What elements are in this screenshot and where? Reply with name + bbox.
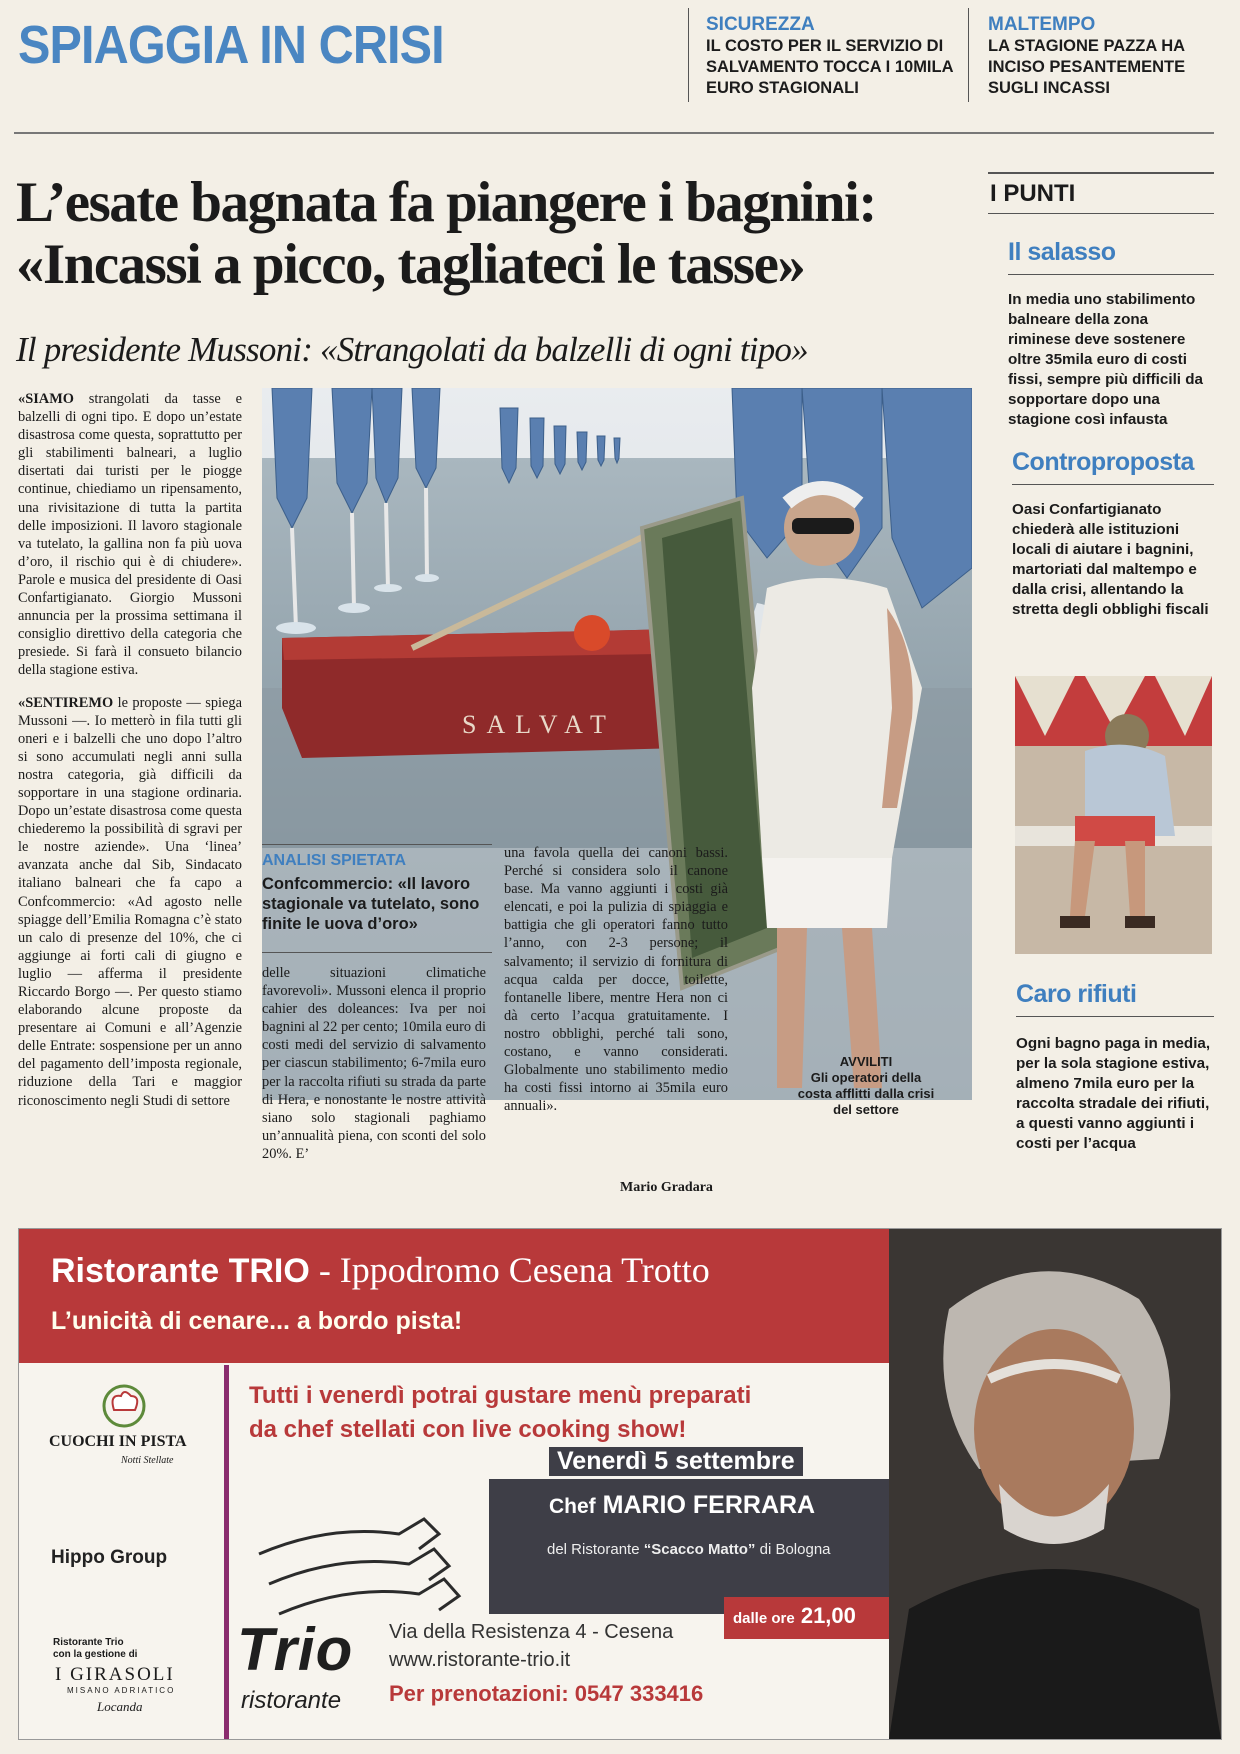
sidebar-item-text: Oasi Confartigianato chiederà alle istituzioni locali di aiutare i bagnini, martoriati dal maltempo e dalla crisi, allentando la stretta degli obblighi fiscali [1012, 501, 1209, 618]
ad-title [51, 1249, 710, 1291]
ad-promo-line-1: Tutti i venerdì potrai gustare menù preparati [249, 1382, 752, 1409]
sidebar-rule-top [988, 172, 1214, 174]
sidebar-item-title: Caro rifiuti [1016, 980, 1137, 1008]
ad-event-restaurant [547, 1541, 831, 1558]
ad-event-rest-city: di Bologna [759, 1541, 831, 1558]
caption-title: AVVILITI [839, 1054, 893, 1069]
trio-logo-sub: ristorante [241, 1687, 342, 1714]
paragraph-text: le proposte — spiega Mussoni —. Io metterò in fila tutti gli oneri e i balzelli che uno dopo l’altro si sono accumulati negli anni sulla nostra categoria, già difficili da sopportare in una stagione ordinaria. Dopo un’estate disastrosa come questa chiederemo la possibilità di sgravi per le nostre aziende». Una ‘linea’ avanzata anche dal Sib, Sindacato italiano balneari che fa capo a Confcommercio: «Ad agosto nelle spiagge dell’Emilia Romagna c’è stato un calo di presenze del 10%, che ci aggiunge ai forti cali di giugno e luglio — afferma il presidente Riccardo Borgo —. Per questo stiamo elaborando alcune proposte da presentare ai Comuni e all’Agenzie delle Entrate: sospensione per un anno del pagamento dell’imposta regionale, riduzione della Tari e maggior riconoscimento negli Studi di settore [18, 694, 242, 1109]
sponsor-hippo: Hippo Group [51, 1547, 168, 1568]
ad-promo [249, 1379, 751, 1447]
sponsor-girasoli-pre-2: con la gestione di [53, 1649, 138, 1660]
ad-time-value: 21,00 [800, 1603, 856, 1628]
article-column-2: delle situazioni climatiche favorevoli». Mussoni elenca il proprio cahier des doleances: Iva per noi bagnini al 22 per cento; 10mila euro di costi medi del servizio di salvamento per ciascun stabilimento; 6-7mila euro per la raccolta rifiuti su strada da parte di Hera, e nonostante le nostre attività siano solo stagionali paghiamo un’annualità piena, con sconti del solo 20%. E’ [262, 965, 486, 1162]
sidebar-item-title: Il salasso [1008, 238, 1116, 266]
ad-promo-line-2: da chef stellati con live cooking show! [249, 1416, 687, 1443]
sponsor-girasoli-sign: Locanda [97, 1699, 143, 1714]
ad-title-name: Ristorante TRIO [51, 1252, 310, 1290]
horse-logo-icon [249, 1494, 479, 1634]
ad-event-rest-prefix: del Ristorante [547, 1541, 640, 1558]
trio-logo: Trio [237, 1616, 354, 1683]
box-rule-bottom [262, 952, 492, 953]
ad-tagline: L’unicità di cenare... a bordo pista! [51, 1307, 463, 1335]
sidebar-item-text: In media uno stabilimento balneare della zona riminese deve sostenere oltre 35mila euro di costi fissi, sempre più difficili da sopportare dopo una stagione così infausta [1008, 291, 1203, 428]
header-box-maltempo [988, 14, 1218, 99]
article-column-1 [18, 390, 242, 1124]
sponsor-girasoli-sub: MISANO ADRIATICO [67, 1686, 176, 1695]
boat-text: SALVAT [462, 710, 616, 739]
sidebar-heading: I PUNTI [990, 180, 1076, 207]
ad-divider [224, 1365, 229, 1739]
header-divider-1 [688, 8, 689, 102]
box-kicker: ANALISI SPIETATA [262, 852, 406, 869]
header-box-kicker: MALTEMPO [988, 14, 1096, 35]
ad-event-chef-prefix: Chef [549, 1495, 596, 1518]
headline [16, 172, 976, 296]
ad-event-date: Venerdì 5 settembre [549, 1447, 803, 1476]
subheadline: Il presidente Mussoni: «Strangolati da balzelli di ogni tipo» [16, 330, 808, 369]
ad-chef-photo [889, 1229, 1221, 1739]
sidebar-rule [988, 213, 1214, 214]
paragraph-text: strangolati da tasse e balzelli di ogni tipo. E dopo un’estate disastrosa come questa, soprattutto per gli stabilimenti balneari, a luglio disertati dai turisti per le piogge continue, chiediamo un ripensamento, una rivisitazione di tutta la partita delle imposizioni. Il lavoro stagionale va tutelato, la gallina non fa più uova d’oro, il rischio qui è di chiudere». Parole e musica del presidente di Oasi Confartigianato. Giorgio Mussoni annuncia per la prossima settimana il consiglio direttivo della categoria che presiede. Si farà il consueto bilancio della stagione estiva. [18, 391, 242, 679]
chef-hat-icon [89, 1384, 159, 1434]
header-box-kicker: SICUREZZA [706, 14, 815, 35]
header-rule [14, 132, 1214, 134]
sidebar-photo-illustration [1015, 676, 1212, 954]
author: Mario Gradara [620, 1180, 713, 1195]
lead-word: «SIAMO [18, 391, 74, 407]
ad-event-rest-name: “Scacco Matto” [643, 1541, 756, 1558]
ad-website[interactable]: www.ristorante-trio.it [389, 1649, 571, 1671]
restaurant-advertisement [18, 1228, 1222, 1740]
sponsor-girasoli: I GIRASOLI [55, 1664, 175, 1685]
sponsor-cuochi: CUOCHI IN PISTA [49, 1433, 187, 1450]
ad-time-prefix: dalle ore [733, 1610, 795, 1627]
section-title: SPIAGGIA IN CRISI [18, 15, 444, 75]
headline-line-1: L’esate bagnata fa piangere i bagnini: [16, 171, 876, 234]
header-box-sicurezza [706, 14, 976, 99]
sidebar-item-rule [1016, 1016, 1214, 1017]
sponsor-girasoli-pre [53, 1637, 137, 1661]
ad-title-venue: - Ippodromo Cesena Trotto [309, 1250, 710, 1290]
header-box-text: IL COSTO PER IL SERVIZIO DI SALVAMENTO TOCCA I 10MILA EURO STAGIONALI [706, 37, 953, 97]
header-divider-2 [968, 8, 969, 102]
ad-event-chef-name: MARIO FERRARA [602, 1491, 816, 1519]
photo-caption [796, 1054, 936, 1118]
paragraph [18, 694, 242, 1110]
box-rule [262, 844, 492, 845]
lead-word: «SENTIREMO [18, 694, 114, 711]
sidebar-photo [1015, 676, 1212, 954]
sponsor-cuochi-sub: Notti Stellate [121, 1455, 174, 1466]
caption-text: Gli operatori della costa afflitti dalla crisi del settore [797, 1070, 935, 1117]
sidebar-item-title: Controproposta [1012, 448, 1194, 476]
ad-booking: Per prenotazioni: 0547 333416 [389, 1681, 704, 1706]
ad-address: Via della Resistenza 4 - Cesena [389, 1621, 674, 1643]
box-title: Confcommercio: «Il lavoro stagionale va tutelato, sono finite le uova d’oro» [262, 875, 480, 933]
article-column-3: una favola quella dei canoni bassi. Perché si considera solo il canone base. Ma vanno aggiunti i costi già elencati, e poi la pulizia di spiaggia e battigia che gli operatori fanno tutto l’anno, con 2-3 persone; il salvamento; il servizio di fornitura di acqua calda per docce, toilette, fontanelle libere, mentre Hera non ci dà certo l’acqua gratuitamente. I nostro obblighi, perché tali sono, costano, e vanno considerati. Globalmente uno stabilimento medio ha costi fissi intorno ai 35mila euro annuali». [504, 845, 728, 1115]
sidebar-item-text: Ogni bagno paga in media, per la sola stagione estiva, almeno 7mila euro per la raccolta stradale dei rifiuti, a questi vanno aggiunti i costi per l’acqua [1016, 1035, 1211, 1152]
headline-line-2: «Incassi a picco, tagliateci le tasse» [16, 233, 805, 296]
sidebar-item-rule [1012, 484, 1214, 485]
ad-event-chef [549, 1491, 815, 1520]
sponsor-girasoli-pre-1: Ristorante Trio [53, 1637, 124, 1648]
paragraph [18, 390, 242, 680]
header-box-text: LA STAGIONE PAZZA HA INCISO PESANTEMENTE SUGLI INCASSI [988, 37, 1186, 97]
sidebar-item-rule [1008, 274, 1214, 275]
ad-time [733, 1603, 856, 1629]
